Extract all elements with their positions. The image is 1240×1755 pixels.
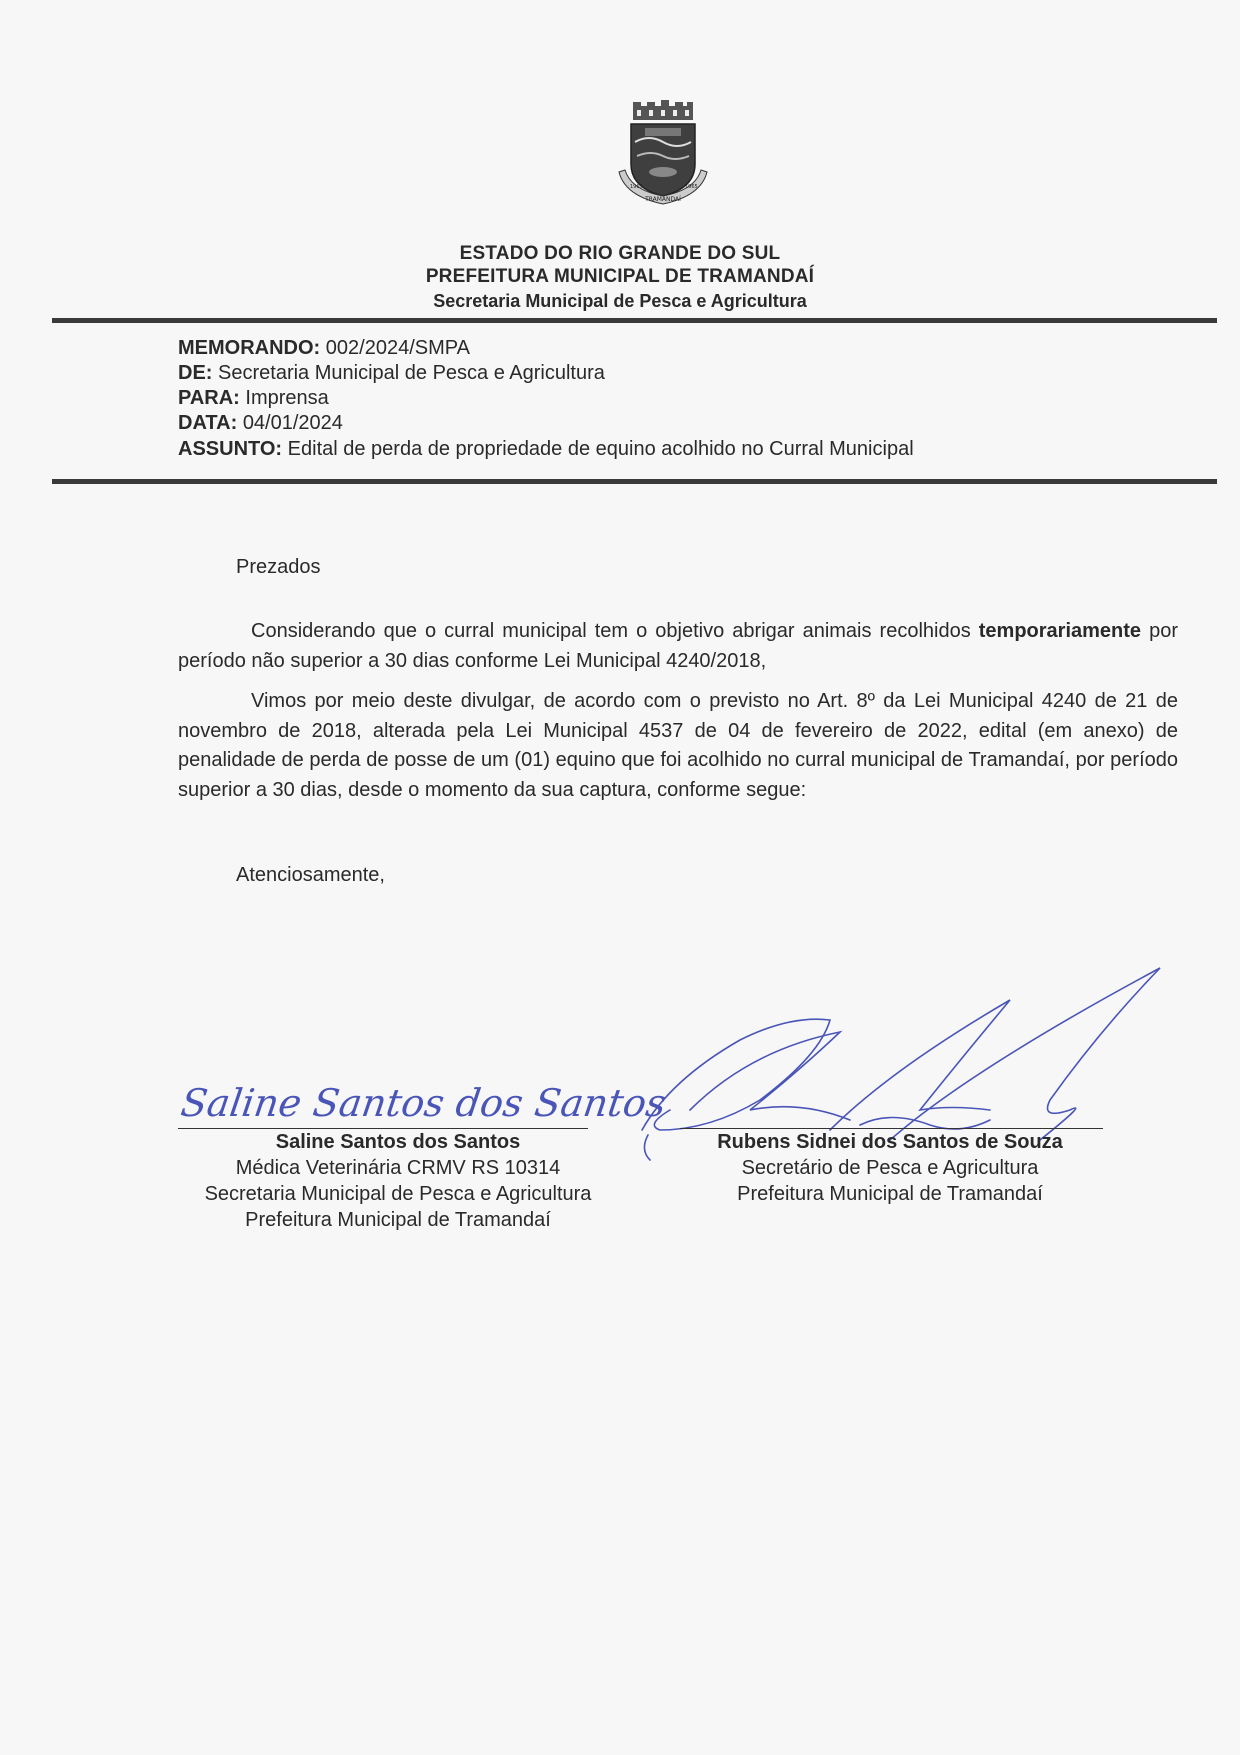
signatory-1-name: Saline Santos dos Santos: [275, 1131, 521, 1153]
signatory-2-name: Rubens Sidnei dos Santos de Souza: [717, 1131, 1063, 1153]
memo-to-value: Imprensa: [245, 387, 329, 409]
paragraph-2: Vimos por meio deste divulgar, de acordo com o previsto no Art. 8º da Lei Municipal 4240 de 21 de novembro de 2018, alterada pela Lei Municipal 4537 de 04 de fevereiro de 2022, edital (em anexo) de penalidade de perda de posse de um (01) equino que foi acolhido no curral municipal de Tramandaí, por período superior a 30 dias, desde o momento da sua captura, conforme segue:: [178, 690, 1178, 801]
municipal-coat-of-arms: [615, 100, 711, 210]
header-divider-bottom: [52, 479, 1217, 484]
paragraph-1-part-1: Considerando que o curral municipal tem o objetivo abrigar animais recolhidos: [251, 620, 979, 642]
memo-number-row: [178, 336, 470, 361]
memo-from-row: [178, 361, 605, 386]
memo-from-value: Secretaria Municipal de Pesca e Agricultura: [218, 362, 605, 384]
memo-to-row: [178, 386, 329, 411]
header-city-hall: PREFEITURA MUNICIPAL DE TRAMANDAÍ: [425, 266, 815, 287]
svg-text:1965: 1965: [685, 184, 698, 190]
memo-subject-label: ASSUNTO:: [178, 438, 283, 460]
memo-from-label: DE:: [178, 362, 213, 384]
signatory-2-role: Secretário de Pesca e Agricultura: [741, 1157, 1039, 1179]
header-department: Secretaria Municipal de Pesca e Agricultura: [433, 291, 807, 311]
signatory-1-institution: Prefeitura Municipal de Tramandaí: [245, 1209, 551, 1231]
signatory-1-department: Secretaria Municipal de Pesca e Agricultura: [204, 1183, 592, 1205]
signatory-2-institution: Prefeitura Municipal de Tramandaí: [737, 1183, 1043, 1205]
svg-text:1965: 1965: [630, 184, 643, 190]
paragraph-1: [178, 617, 1178, 676]
signature-line-2: [680, 1128, 1103, 1129]
svg-text:TRAMANDAÍ: TRAMANDAÍ: [645, 196, 681, 203]
header-state: ESTADO DO RIO GRANDE DO SUL: [459, 243, 781, 264]
paragraph-1-part-2: por período não superior a 30 dias conforme Lei Municipal 4240/2018,: [178, 620, 1178, 672]
header-divider-top: [52, 318, 1217, 323]
memo-number-label: MEMORANDO:: [178, 337, 321, 359]
paragraph-1-bold: temporariamente: [978, 620, 1142, 642]
memo-date-row: [178, 411, 343, 436]
signature-line-1: [178, 1128, 588, 1129]
memo-subject-row: [178, 437, 914, 462]
memo-to-label: PARA:: [178, 387, 240, 409]
signatory-1-role: Médica Veterinária CRMV RS 10314: [235, 1157, 561, 1179]
memo-number-value: 002/2024/SMPA: [325, 337, 470, 359]
signature-saline-handwriting: [178, 1070, 669, 1130]
svg-text:Saline Santos dos Santos: Saline Santos dos Santos: [178, 1082, 669, 1126]
memo-subject-value: Edital de perda de propriedade de equino acolhido no Curral Municipal: [287, 438, 914, 460]
memo-date-label: DATA:: [178, 412, 238, 434]
memo-date-value: 04/01/2024: [242, 412, 343, 434]
greeting: Prezados: [236, 556, 321, 578]
closing: Atenciosamente,: [236, 864, 385, 886]
